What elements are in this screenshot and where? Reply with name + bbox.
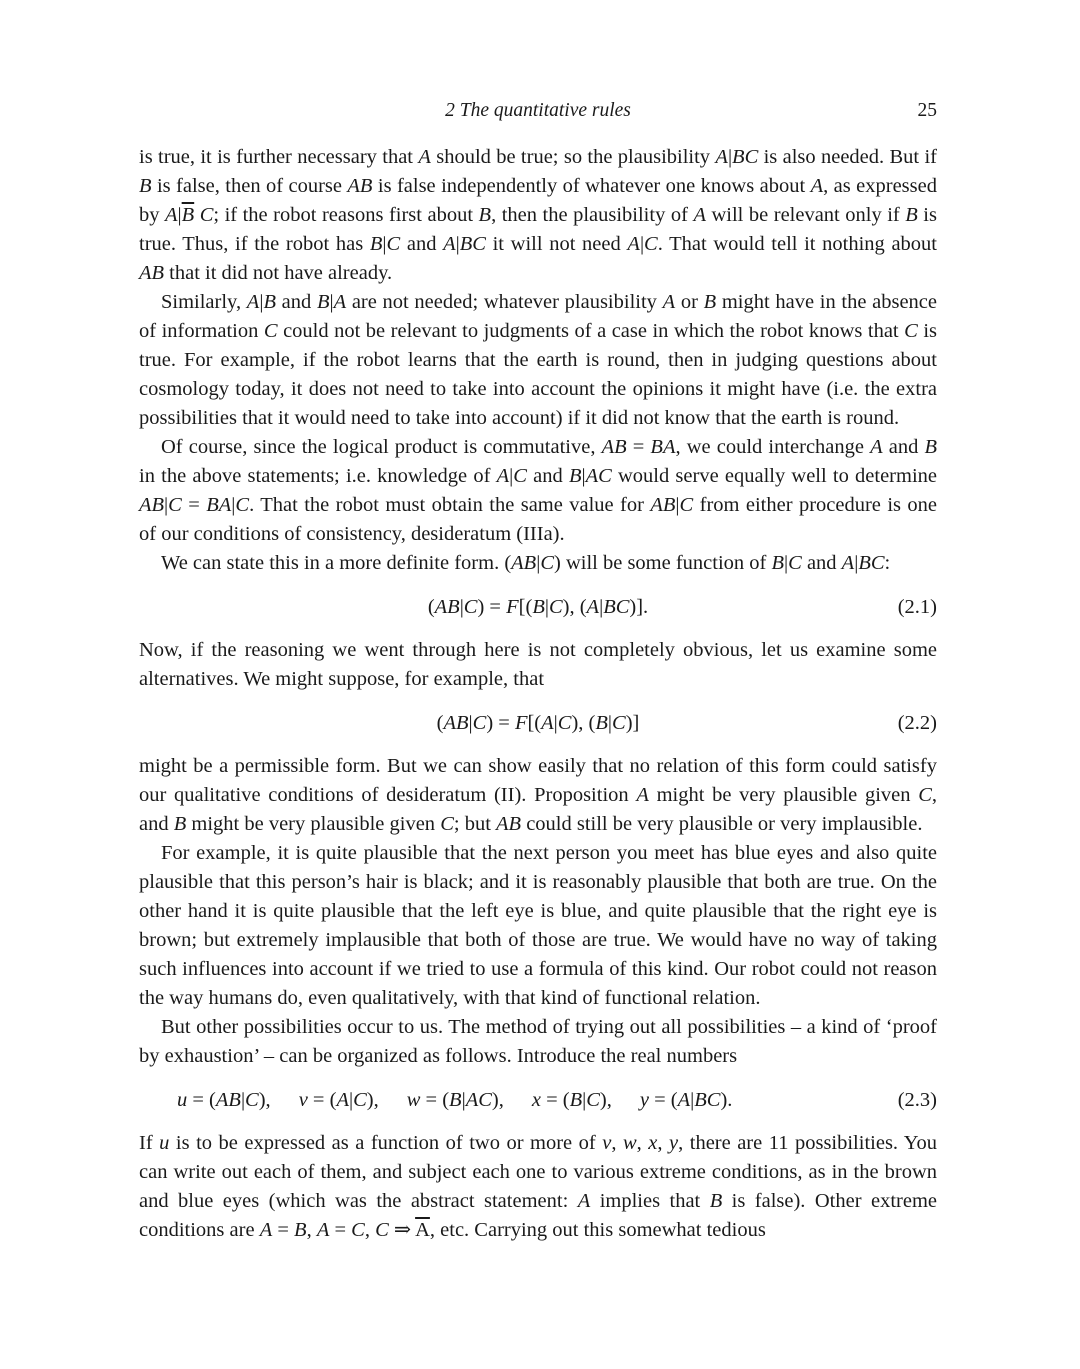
paragraph: For example, it is quite plausible that the next person you meet has blue eyes and also quite plausible that this person’s hair is black; and it is reasonably plausible that both are true. On the other hand it is quite plausible that the left eye is blue, and quite plausible that the right eye is brown; but extremely implausible that both of those are true. We would have no way of taking such influences into account if we tried to use a formula of this kind. Our robot could not reason the way humans do, even qualitatively, with that kind of functional relation. (139, 842, 937, 1009)
math-symbol: A (333, 291, 347, 313)
math-symbol: u (177, 1089, 188, 1111)
math-symbol: C (386, 233, 401, 255)
math-symbol: B (316, 291, 330, 313)
math-symbol: C (263, 320, 278, 342)
math-symbol: x (648, 1132, 658, 1154)
paragraph: Similarly, A|B and B|A are not needed; whatever plausibility A or B might have in the absence of information C could not be relevant to judgments of a case in which the robot knows that C is true. For example, if the robot learns that the earth is round, then in judging questions about cosmology today, it does not need to take into account the opinions it might have (i.e. the extra possibilities that it would need to take into account) if it did not know that the earth is round. (139, 291, 937, 429)
math-symbol: AB (443, 712, 469, 734)
math-symbol: C (679, 494, 694, 516)
math-symbol: A (662, 291, 676, 313)
math-symbol: C (168, 494, 182, 516)
math-symbol: B (905, 204, 918, 226)
math-symbol: AB (496, 813, 522, 835)
math-symbol: AC (585, 465, 612, 487)
running-title: 2 The quantitative rules (445, 100, 631, 121)
paragraph-group-3 (139, 752, 937, 1071)
paragraph: If u is to be expressed as a function of two or more of v, w, x, y, there are 11 possibilities. You can write out each of them, and subject each one to various extreme conditions, as in the brown and blue eyes (which was the abstract statement: A implies that B is false). Other extreme conditions are A = B, A = C, C ⇒ $\overline{A}$, etc. Carrying out this somewhat tedious (139, 1132, 938, 1241)
math-symbol: B (173, 813, 187, 835)
math-symbol: C (235, 494, 250, 516)
math-symbol: B (709, 1190, 723, 1212)
paragraph-group-1 (139, 143, 937, 578)
math-symbol: BC (603, 596, 630, 618)
math-symbol: C (513, 465, 527, 487)
math-symbol: w (622, 1132, 637, 1154)
paragraph: is true, it is further necessary that A should be true; so the plausibility A|BC is also needed. But if B is false, then of course AB is false independently of whatever one knows about A, as expressed by $A|\overline{B}$ C; if the robot reasons first about B, then the plausibility of A will be relevant only if B is true. Thus, if the robot has B|C and A|BC it will not need A|C. That would tell it nothing about AB that it did not have already. (139, 146, 937, 284)
math-symbol: BA (206, 494, 232, 516)
math-symbol: C (586, 1089, 600, 1111)
math-symbol: A (870, 436, 883, 458)
math-symbol: A (677, 1089, 691, 1111)
paragraph-group-2 (139, 636, 937, 694)
math-symbol: u (159, 1132, 170, 1154)
paragraph: But other possibilities occur to us. The method of trying out all possibilities – a kind of ‘proof by exhaustion’ – can be organized as follows. Introduce the real numbers (139, 1016, 937, 1067)
running-head (139, 100, 937, 126)
math-symbol: A (577, 1190, 591, 1212)
math-symbol: C (557, 712, 572, 734)
math-symbol: A (259, 1219, 273, 1241)
page-number: 25 (917, 100, 937, 121)
math-symbol: A (810, 175, 824, 197)
math-symbol: B (703, 291, 717, 313)
math-symbol: B (532, 596, 545, 618)
equation-expression: (AB|C) = F[(A|C), (B|C)] (436, 712, 640, 734)
math-symbol: A (627, 233, 640, 255)
math-symbol: AB (215, 1089, 241, 1111)
math-symbol: C (918, 784, 932, 806)
math-symbol: C (612, 712, 626, 734)
math-symbol: A (165, 204, 178, 226)
math-symbol: BC (858, 552, 885, 574)
math-symbol: F (514, 712, 528, 734)
math-symbol: C (245, 1089, 259, 1111)
math-symbol: AB (511, 552, 537, 574)
body-text (139, 143, 937, 1245)
math-symbol: BA (650, 436, 676, 458)
math-symbol: B (569, 1089, 583, 1111)
paragraph: might be a permissible form. But we can show easily that no relation of this form could satisfy our qualitative conditions of desideratum (II). Proposition A might be very plausible given C, and B might be very plausible given C; but AB could still be very plausible or very implausible. (139, 755, 937, 835)
math-symbol: w (406, 1089, 421, 1111)
math-symbol: AB (139, 494, 165, 516)
math-symbol: v (602, 1132, 612, 1154)
math-symbol: v (298, 1089, 308, 1111)
paragraph: Of course, since the logical product is commutative, AB = BA, we could interchange A and B in the above statements; i.e. knowledge of A|C and B|AC would serve equally well to determine AB|C = BA|C. That the robot must obtain the same value for AB|C from either procedure is one of our conditions of consistency, desideratum (IIIa). (139, 436, 938, 545)
equation-2-2 (139, 694, 937, 752)
math-symbol: A (636, 784, 649, 806)
math-symbol: A (316, 1219, 330, 1241)
math-symbol: A (586, 596, 600, 618)
math-symbol: y (669, 1132, 679, 1154)
math-symbol: B (478, 204, 492, 226)
equation-number: (2.1) (897, 596, 937, 618)
equation-number: (2.2) (897, 712, 937, 734)
math-symbol: C (375, 1219, 389, 1241)
math-symbol: C (351, 1219, 365, 1241)
math-symbol: B (568, 465, 582, 487)
equation-expression: u = (AB|C), v = (A|C), w = (B|AC), x = (B|C), y = (A|BC). (177, 1089, 733, 1111)
paragraph: Now, if the reasoning we went through here is not completely obvious, let us examine some alternatives. We might suppose, for example, that (139, 639, 937, 690)
math-symbol: B (924, 436, 938, 458)
overlined-symbol: $\overline{A}$ (415, 1219, 430, 1241)
math-symbol: A (541, 712, 554, 734)
math-symbol: BC (694, 1089, 721, 1111)
math-symbol: A (496, 465, 510, 487)
math-symbol: A (443, 233, 456, 255)
math-symbol: A (246, 291, 260, 313)
math-symbol: B (595, 712, 608, 734)
math-symbol: B (449, 1089, 462, 1111)
math-symbol: B (771, 552, 785, 574)
math-symbol: BC (732, 146, 759, 168)
math-symbol: C (194, 204, 214, 226)
math-symbol: B (369, 233, 383, 255)
math-symbol: x (531, 1089, 541, 1111)
math-symbol: A (841, 552, 855, 574)
math-symbol: C (788, 552, 802, 574)
math-symbol: AB (347, 175, 373, 197)
math-symbol: AB (650, 494, 676, 516)
math-symbol: C (904, 320, 918, 342)
math-symbol: A (693, 204, 706, 226)
math-symbol: BC (459, 233, 486, 255)
math-symbol: C (472, 712, 487, 734)
math-symbol: B (294, 1219, 307, 1241)
math-symbol: C (440, 813, 454, 835)
math-symbol: C (353, 1089, 367, 1111)
equation-expression: (AB|C) = F[(B|C), (A|BC)]. (427, 596, 649, 618)
math-symbol: AB (601, 436, 627, 458)
math-symbol: A (336, 1089, 349, 1111)
math-symbol: C (463, 596, 478, 618)
overlined-symbol: $\overline{B}$ (181, 204, 195, 226)
math-symbol: AC (465, 1089, 492, 1111)
equation-2-3 (139, 1071, 937, 1129)
math-symbol: A (418, 146, 431, 168)
math-symbol: AB (434, 596, 460, 618)
math-symbol: y (639, 1089, 649, 1111)
math-symbol: A (715, 146, 728, 168)
equation-number: (2.3) (897, 1089, 937, 1111)
math-symbol: B (263, 291, 276, 313)
math-symbol: B (139, 175, 152, 197)
paragraph: We can state this in a more definite form. (AB|C) will be some function of B|C and A|BC: (161, 552, 891, 574)
equation-2-1 (139, 578, 937, 636)
math-symbol: C (644, 233, 658, 255)
math-symbol: AB (139, 262, 165, 284)
math-symbol: C (540, 552, 554, 574)
math-symbol: C (548, 596, 563, 618)
paragraph-group-4 (139, 1129, 937, 1245)
math-symbol: F (506, 596, 519, 618)
